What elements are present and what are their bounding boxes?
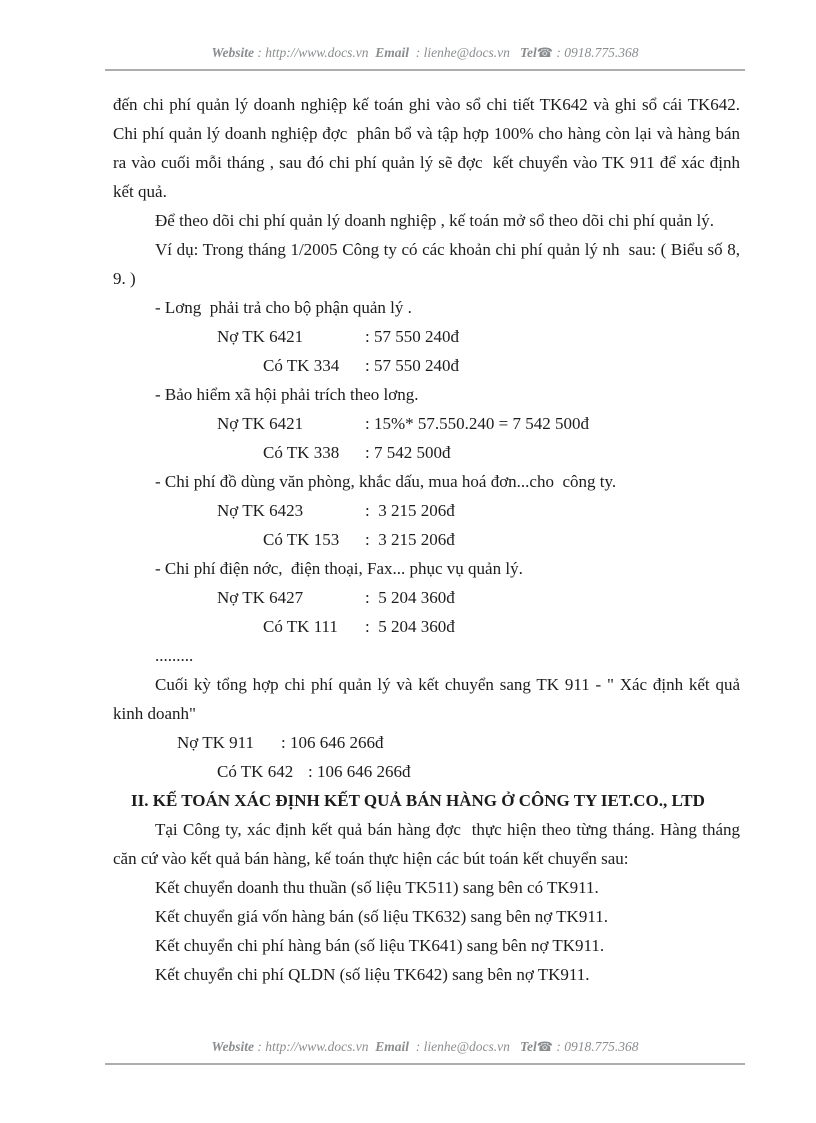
- email-address: : lienhe@docs.vn: [409, 1039, 521, 1054]
- journal-entry-debit-6427: [217, 583, 740, 612]
- journal-entry-debit-6421: [217, 322, 740, 351]
- expense-item-social-insurance: - Bảo hiểm xã hội phải trích theo lơng.: [155, 385, 419, 404]
- entry-account: Có TK 642: [217, 762, 294, 781]
- entry-account: Có TK 334: [263, 356, 340, 375]
- expense-item-office-supplies: - Chi phí đồ dùng văn phòng, khắc dấu, mua hoá đơn...cho công ty.: [155, 472, 617, 491]
- transfer-line-tk511: Kết chuyển doanh thu thuần (số liệu TK511) sang bên có TK911.: [155, 878, 599, 897]
- document-body: [113, 90, 745, 989]
- entry-amount: : 57 550 240đ: [365, 356, 459, 375]
- tel-label: Tel: [520, 45, 537, 60]
- journal-entry-credit-334: [263, 351, 740, 380]
- entry-account: Nợ TK 911: [177, 733, 254, 752]
- entry-account: Nợ TK 6421: [217, 327, 304, 346]
- entry-amount: : 3 215 206đ: [365, 501, 455, 520]
- entry-account: Nợ TK 6427: [217, 588, 304, 607]
- journal-entry-credit-111: [263, 612, 740, 641]
- transfer-line-tk642: Kết chuyển chi phí QLDN (số liệu TK642) sang bên nợ TK911.: [155, 965, 590, 984]
- journal-entry-debit-6421b: [217, 409, 740, 438]
- entry-amount: : 3 215 206đ: [365, 530, 455, 549]
- ellipsis-line: .........: [155, 646, 194, 665]
- website-label: Website: [211, 1039, 254, 1054]
- paragraph-period-end-transfer: Cuối kỳ tổng hợp chi phí quản lý và kết chuyển sang TK 911 - " Xác định kết quả kinh doanh": [113, 675, 745, 723]
- entry-account: Nợ TK 6423: [217, 501, 304, 520]
- entry-account: Có TK 111: [263, 617, 338, 636]
- tel-label: Tel: [520, 1039, 537, 1054]
- entry-amount: : 5 204 360đ: [365, 617, 455, 636]
- paragraph-tk642-allocation: đến chi phí quản lý doanh nghiệp kế toán ghi vào sổ chi tiết TK642 và ghi sổ cái TK642. Chi phí quản lý doanh nghiệp đợc phân bổ và tập hợp 100% cho hàng còn lại và hàng bán ra vào cuối mỗi tháng , sau đó chi phí quản lý sẽ đợc kết chuyển vào TK 911 để xác định kết quả.: [113, 95, 745, 201]
- transfer-line-tk641: Kết chuyển chi phí hàng bán (số liệu TK641) sang bên nợ TK911.: [155, 936, 605, 955]
- email-address: : lienhe@docs.vn: [409, 45, 521, 60]
- paragraph-monthly-determination: Tại Công ty, xác định kết quả bán hàng đợc thực hiện theo từng tháng. Hàng tháng căn cứ vào kết quả bán hàng, kế toán thực hiện các bút toán kết chuyển sau:: [113, 820, 745, 868]
- journal-entry-debit-911: [177, 728, 740, 757]
- entry-account: Có TK 153: [263, 530, 340, 549]
- entry-amount: : 106 646 266đ: [308, 762, 411, 781]
- email-label: Email: [375, 1039, 410, 1054]
- entry-account: Nợ TK 6421: [217, 414, 304, 433]
- page-footer: [105, 1038, 745, 1065]
- journal-entry-credit-338: [263, 438, 740, 467]
- phone-icon: ☎: [536, 45, 553, 60]
- journal-entry-debit-6423: [217, 496, 740, 525]
- entry-amount: : 57 550 240đ: [365, 327, 459, 346]
- journal-entry-credit-642: [217, 757, 740, 786]
- journal-entry-credit-153: [263, 525, 740, 554]
- paragraph-example-jan-2005: Ví dụ: Trong tháng 1/2005 Công ty có các khoản chi phí quản lý nh sau: ( Biểu số 8, 9. ): [113, 240, 745, 288]
- entry-amount: : 5 204 360đ: [365, 588, 455, 607]
- page-header: [105, 44, 745, 71]
- expense-item-utilities: - Chi phí điện nớc, điện thoại, Fax... phục vụ quản lý.: [155, 559, 523, 578]
- entry-amount: : 106 646 266đ: [281, 733, 384, 752]
- entry-amount: : 7 542 500đ: [365, 443, 451, 462]
- tel-number: : 0918.775.368: [552, 45, 639, 60]
- website-url: : http://www.docs.vn: [254, 1039, 376, 1054]
- email-label: Email: [375, 45, 410, 60]
- transfer-line-tk632: Kết chuyển giá vốn hàng bán (số liệu TK632) sang bên nợ TK911.: [155, 907, 608, 926]
- phone-icon: ☎: [536, 1039, 553, 1054]
- section-heading-ii: II. KẾ TOÁN XÁC ĐỊNH KẾT QUẢ BÁN HÀNG Ở CÔNG TY IET.CO., LTD: [131, 791, 705, 810]
- tel-number: : 0918.775.368: [552, 1039, 639, 1054]
- entry-account: Có TK 338: [263, 443, 340, 462]
- paragraph-expense-tracking: Để theo dõi chi phí quản lý doanh nghiệp , kế toán mở sổ theo dõi chi phí quản lý.: [155, 211, 715, 230]
- expense-item-salary: - Lơng phải trả cho bộ phận quản lý .: [155, 298, 412, 317]
- entry-amount: : 15%* 57.550.240 = 7 542 500đ: [365, 414, 589, 433]
- website-url: : http://www.docs.vn: [254, 45, 376, 60]
- website-label: Website: [211, 45, 254, 60]
